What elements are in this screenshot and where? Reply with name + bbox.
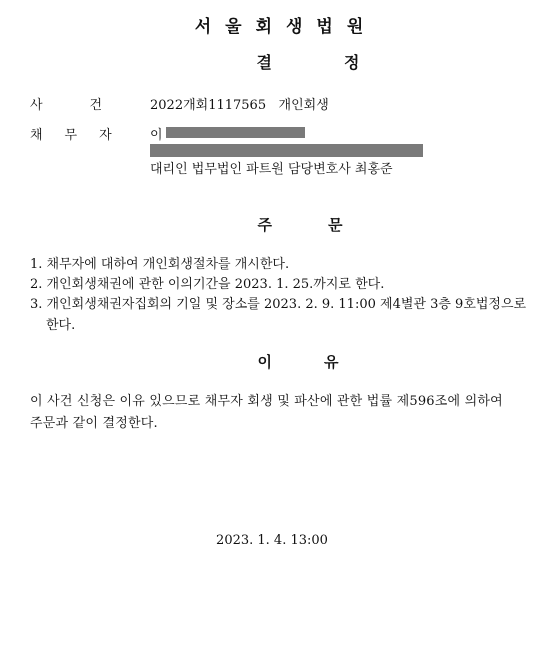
- debtor-name-prefix: 이: [150, 128, 163, 143]
- order-item-2: 2. 개인회생채권에 관한 이의기간을 2023. 1. 25.까지로 한다.: [30, 277, 385, 292]
- order-item-3-continuation: 한다.: [46, 318, 76, 333]
- document-title: 결정: [256, 53, 432, 72]
- case-type: 개인회생: [278, 98, 329, 113]
- debtor-representative: 대리인 법무법인 파트원 담당변호사 최홍준: [150, 162, 393, 177]
- redacted-debtor-name: [166, 127, 305, 138]
- redacted-debtor-address: [150, 144, 423, 157]
- case-label: 사건: [30, 98, 150, 113]
- case-info: [150, 94, 329, 113]
- reason-line-2: 주문과 같이 결정한다.: [30, 416, 158, 431]
- order-item-1: 1. 채무자에 대하여 개인회생절차를 개시한다.: [30, 257, 290, 272]
- order-heading: 주문: [257, 216, 399, 234]
- reason-line-1: 이 사건 신청은 이유 있으므로 채무자 회생 및 파산에 관한 법률 제596조에 의하여: [30, 394, 503, 409]
- order-item-3: 3. 개인회생채권자집회의 기일 및 장소를 2023. 2. 9. 11:00 제4별관 3층 9호법정으로: [30, 297, 527, 312]
- decision-date: 2023. 1. 4. 13:00: [216, 533, 328, 548]
- reason-heading: 이유: [257, 353, 391, 371]
- debtor-label: 채무자: [30, 128, 134, 143]
- court-name: 서울회생법원: [194, 17, 378, 37]
- case-number: 2022개회1117565: [150, 98, 267, 113]
